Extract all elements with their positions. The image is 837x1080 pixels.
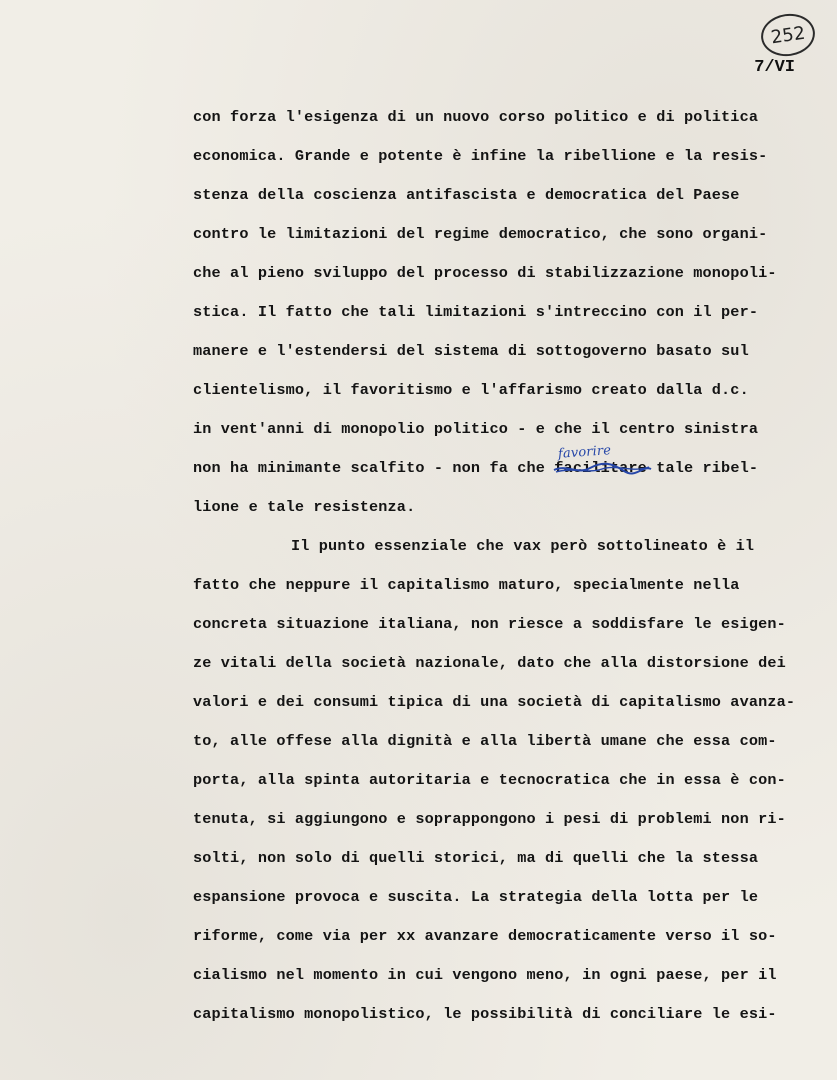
text-line: espansione provoca e suscita. La strategia della lotta per le <box>193 888 759 906</box>
corrected-word <box>554 443 647 481</box>
struck-word: facilitare <box>554 459 647 477</box>
text-line: to, alle offese alla dignità e alla libertà umane che essa com- <box>193 732 777 750</box>
text-line: in vent'anni di monopolio politico - e che il centro sinistra <box>193 420 759 438</box>
archive-number-stamp <box>758 10 817 59</box>
handwritten-correction: favorire <box>557 443 612 462</box>
text-line: fatto che neppure il capitalismo maturo, specialmente nella <box>193 576 740 594</box>
text-line: tenuta, si aggiungono e soprappongono i pesi di problemi non ri- <box>193 810 786 828</box>
body-text <box>193 104 813 1040</box>
text-line: contro le limitazioni del regime democratico, che sono organi- <box>193 225 768 243</box>
page-number: 7/VI <box>754 58 795 77</box>
text-line: stenza della coscienza antifascista e democratica del Paese <box>193 186 740 204</box>
text-line-with-correction <box>193 443 813 494</box>
text-line: manere e l'estendersi del sistema di sottogoverno basato sul <box>193 342 749 360</box>
text-line: che al pieno sviluppo del processo di stabilizzazione monopoli- <box>193 264 777 282</box>
text-line: economica. Grande e potente è infine la ribellione e la resis- <box>193 147 768 165</box>
line-text-before: non ha minimante scalfito - non fa che <box>193 459 555 477</box>
text-line: porta, alla spinta autoritaria e tecnocratica che in essa è con- <box>193 771 786 789</box>
text-line-paragraph-start: Il punto essenziale che vax però sottolineato è il <box>291 537 755 555</box>
text-line: capitalismo monopolistico, le possibilità di conciliare le esi- <box>193 1005 777 1023</box>
text-line: clientelismo, il favoritismo e l'affarismo creato dalla d.c. <box>193 381 749 399</box>
text-line: lione e tale resistenza. <box>193 498 416 516</box>
text-line: con forza l'esigenza di un nuovo corso politico e di politica <box>193 108 759 126</box>
text-line: concreta situazione italiana, non riesce a soddisfare le esigen- <box>193 615 786 633</box>
text-line: stica. Il fatto che tali limitazioni s'intreccino con il per- <box>193 303 759 321</box>
text-line: valori e dei consumi tipica di una società di capitalismo avanza- <box>193 693 796 711</box>
text-line: ze vitali della società nazionale, dato che alla distorsione dei <box>193 654 786 672</box>
line-text-after: tale ribel- <box>646 459 759 477</box>
text-line: riforme, come via per xx avanzare democraticamente verso il so- <box>193 927 777 945</box>
text-line: cialismo nel momento in cui vengono meno, in ogni paese, per il <box>193 966 777 984</box>
archive-number-text: 252 <box>769 22 807 48</box>
text-line: solti, non solo di quelli storici, ma di quelli che la stessa <box>193 849 759 867</box>
